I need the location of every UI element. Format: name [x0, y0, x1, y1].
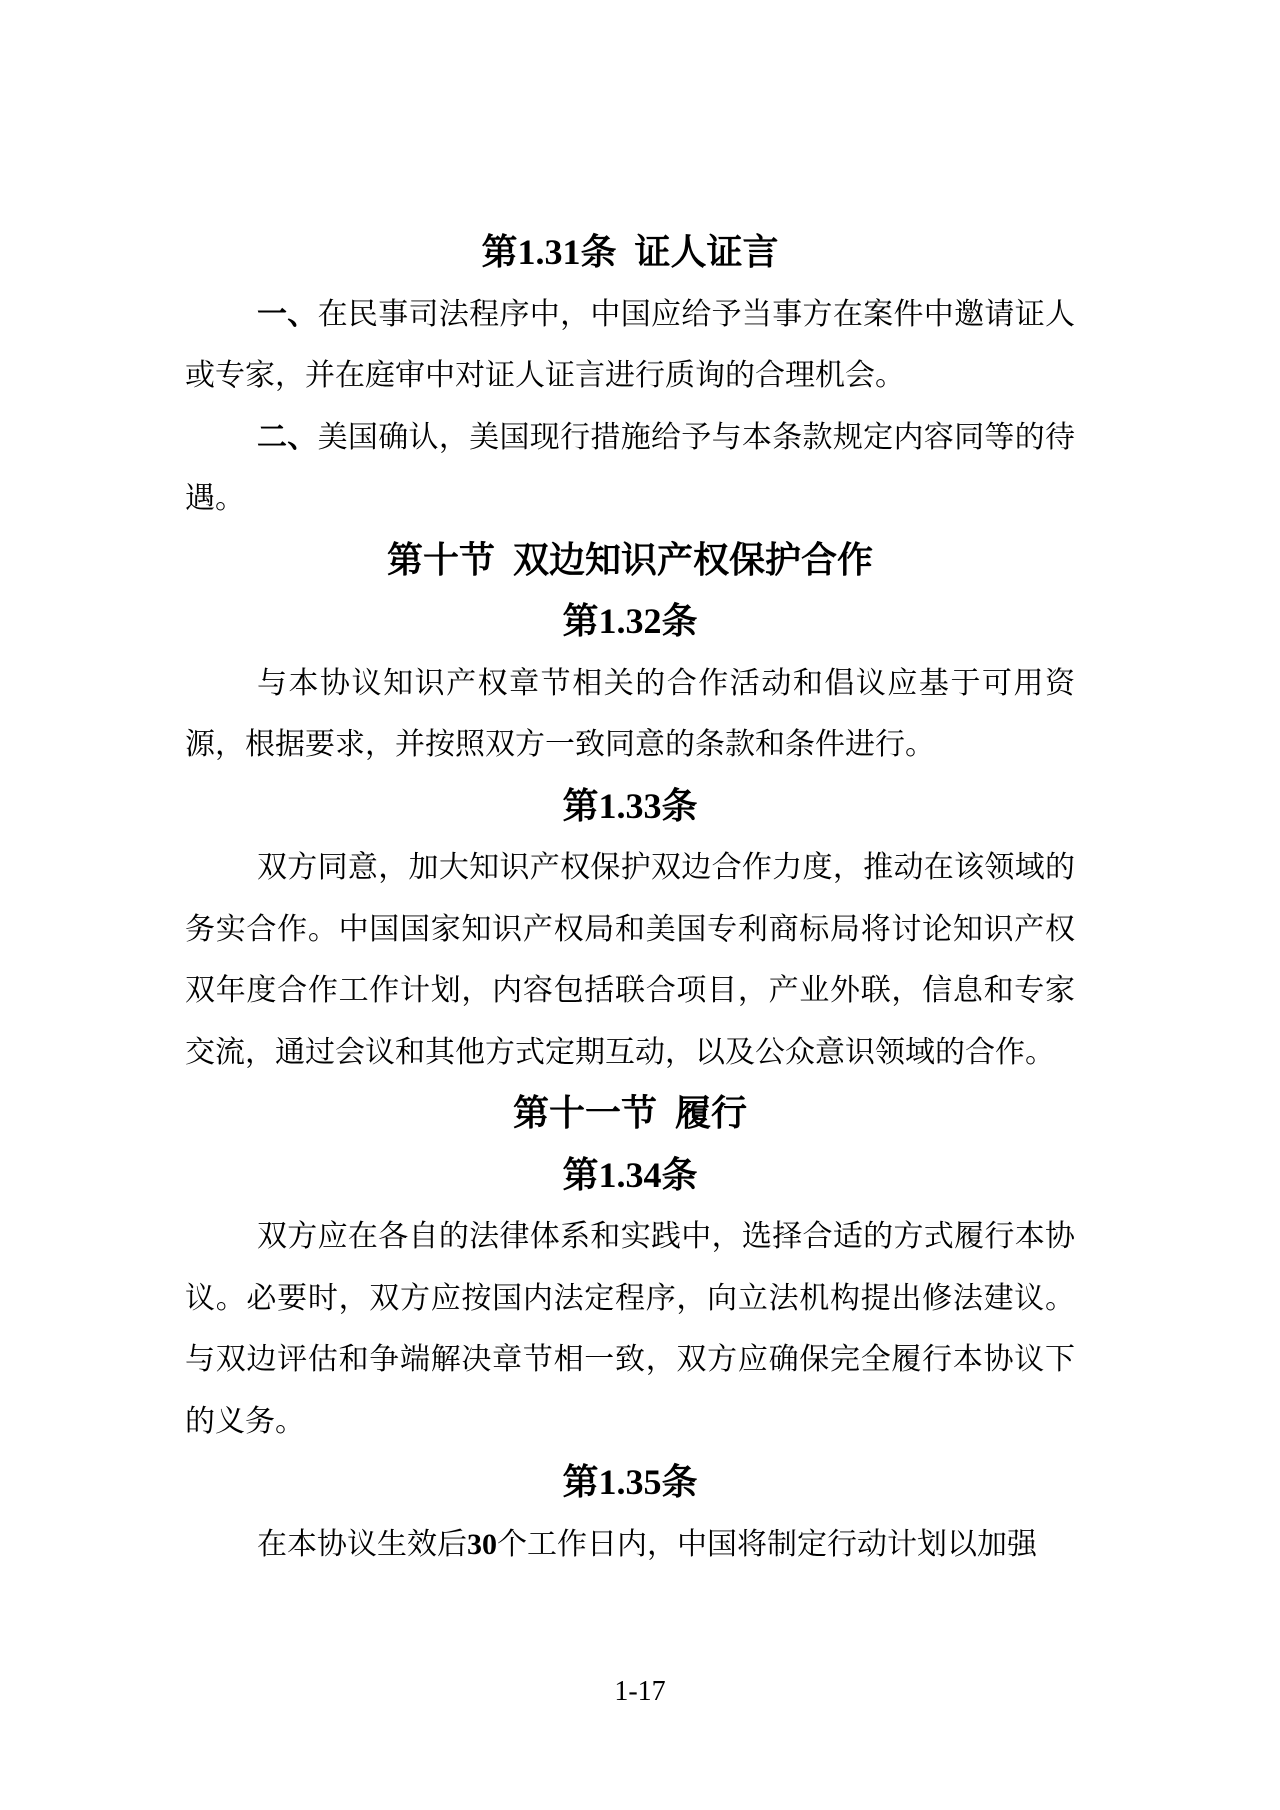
- text-run: 与双边评估和争端解决章节相一致，双方应确保完全履行本协议下: [185, 1343, 1075, 1376]
- paragraph-line: [185, 1206, 1075, 1268]
- text-run: 议。必要时，双方应按国内法定程序，向立法机构提出修法建议。: [185, 1281, 1075, 1315]
- text-run: 遇。: [185, 482, 245, 515]
- document-heading: [185, 1145, 1075, 1207]
- page-number: 1-17: [614, 1676, 666, 1707]
- bold-text-run: 二、: [257, 420, 318, 454]
- text-run: 源，根据要求，并按照双方一致同意的条款和条件进行。: [185, 728, 935, 761]
- text-run: 与本协议知识产权章节相关的合作活动和倡议应基于可用资: [257, 666, 1075, 700]
- text-run: 双方同意，加大知识产权保护双边合作力度，推动在该领域的: [257, 851, 1075, 884]
- bold-text-run: 第1.35条: [562, 1462, 698, 1502]
- text-run: 双年度合作工作计划，内容包括联合项目，产业外联，信息和专家: [185, 974, 1075, 1007]
- paragraph-line: [185, 899, 1075, 961]
- bold-text-run: 第十节 双边知识产权保护合作: [386, 539, 873, 580]
- document-heading: [185, 776, 1075, 838]
- text-run: 交流，通过会议和其他方式定期互动，以及公众意识领域的合作。: [185, 1035, 1055, 1069]
- paragraph-line: [185, 1022, 1075, 1084]
- text-run: 在民事司法程序中，中国应给予当事方在案件中邀请证人: [317, 297, 1076, 331]
- text-run: 个工作日内，中国将制定行动计划以加强: [497, 1527, 1037, 1561]
- paragraph-line: [185, 837, 1075, 899]
- paragraph-line: [185, 407, 1075, 469]
- paragraph-line: [185, 960, 1075, 1022]
- bold-text-run: 一、: [257, 297, 318, 331]
- text-run: 在本协议生效后: [257, 1527, 467, 1561]
- text-run: 或专家，并在庭审中对证人证言进行质询的合理机会。: [185, 359, 905, 392]
- bold-text-run: 第1.32条: [562, 601, 698, 641]
- document-heading: [185, 1083, 1075, 1145]
- document-heading: [185, 530, 1075, 592]
- paragraph-line: [185, 1391, 1075, 1453]
- bold-text-run: 第1.33条: [562, 785, 698, 826]
- paragraph-line: [185, 345, 1075, 407]
- text-run: 美国确认，美国现行措施给予与本条款规定内容同等的待: [317, 420, 1076, 454]
- document-heading: [185, 591, 1075, 653]
- text-run: 双方应在各自的法律体系和实践中，选择合适的方式履行本协: [257, 1220, 1075, 1253]
- text-run: 的义务。: [185, 1404, 305, 1438]
- paragraph-line: [185, 653, 1075, 715]
- paragraph-line: [185, 1268, 1075, 1330]
- text-run: 务实合作。中国国家知识产权局和美国专利商标局将讨论知识产权: [185, 912, 1075, 946]
- paragraph-line: [185, 468, 1075, 530]
- paragraph-line: [185, 1514, 1075, 1576]
- document-heading: [185, 1452, 1075, 1514]
- paragraph-line: [185, 714, 1075, 776]
- bold-text-run: 第十一节 履行: [512, 1093, 747, 1133]
- document-content: [185, 222, 1075, 1575]
- document-heading: [185, 222, 1075, 284]
- bold-text-run: 第1.31条 证人证言: [481, 232, 779, 272]
- paragraph-line: [185, 1329, 1075, 1391]
- bold-text-run: 第1.34条: [562, 1154, 698, 1195]
- bold-text-run: 30: [467, 1527, 497, 1561]
- paragraph-line: [185, 284, 1075, 346]
